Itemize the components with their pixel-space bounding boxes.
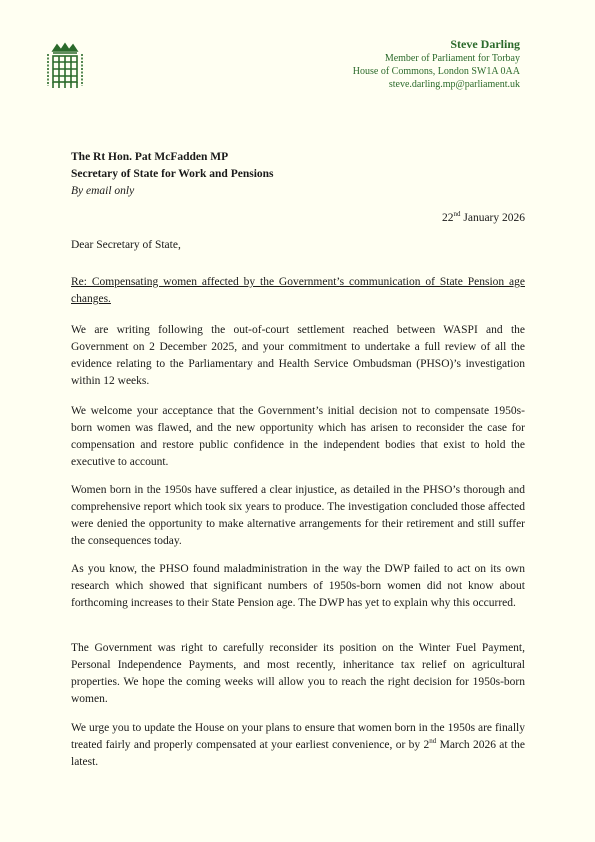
delivery-note: By email only	[71, 185, 135, 197]
sender-name: Steve Darling	[450, 37, 520, 51]
sender-role: Member of Parliament for Torbay	[384, 53, 520, 64]
sender-address: House of Commons, London SW1A 0AA	[352, 66, 520, 77]
portcullis-icon	[44, 42, 86, 92]
paragraph-5: The Government was right to carefully reconsider its position on the Winter Fuel Payment, Personal Independence Payments, and most recently, inheritance tax relief on agricultural properties. We hope the coming weeks will allow you to reach the right decision for 1950s-born women.	[71, 642, 525, 705]
sender-block	[353, 36, 520, 91]
paragraph-1: We are writing following the out-of-court settlement reached between WASPI and the Government on 2 December 2025, and your commitment to undertake a full review of all the evidence relating to the Parliamentary and Health Service Ombudsman (PHSO)’s investigation within 12 weeks.	[71, 324, 525, 387]
paragraph-4: As you know, the PHSO found maladministration in the way the DWP failed to act on its own research which showed that significant numbers of 1950s-born women did not know about forthcoming increases to their State Pension age. The DWP has yet to explain why this occurred.	[71, 563, 525, 609]
paragraph-6-text: We urge you to update the House on your plans to ensure that women born in the 1950s are finally treated fairly and properly compensated at your earliest convenience, or by 2	[71, 722, 525, 751]
recipient-block	[71, 149, 274, 200]
paragraph-3: Women born in the 1950s have suffered a clear injustice, as detailed in the PHSO’s thorough and comprehensive report which took six years to produce. The investigation concluded those affected were denied the opportunity to make alternative arrangements for their retirement and still suffer the consequences today.	[71, 484, 525, 547]
sender-email[interactable]: steve.darling.mp@parliament.uk	[388, 79, 520, 90]
date-suffix: nd	[453, 210, 461, 218]
recipient-name: The Rt Hon. Pat McFadden MP	[71, 151, 229, 163]
date-day: 22	[441, 211, 454, 224]
recipient-title: Secretary of State for Work and Pensions	[71, 168, 274, 180]
paragraph-2: We welcome your acceptance that the Government’s initial decision not to compensate 1950s-born women was flawed, and the new opportunity which has arisen to reconsider the case for compensation and restore public confidence in the independent bodies that exist to hold the executive to account.	[71, 405, 525, 468]
salutation: Dear Secretary of State,	[71, 239, 181, 251]
paragraph-6-end: March 2026 at the latest.	[71, 739, 525, 768]
letter-date	[442, 210, 525, 224]
paragraph-6	[71, 720, 525, 771]
paragraph-6-sup: nd	[429, 737, 437, 746]
date-rest: January 2026	[460, 211, 525, 224]
subject-line: Re: Compensating women affected by the Government’s communication of State Pension age changes.	[71, 276, 525, 305]
